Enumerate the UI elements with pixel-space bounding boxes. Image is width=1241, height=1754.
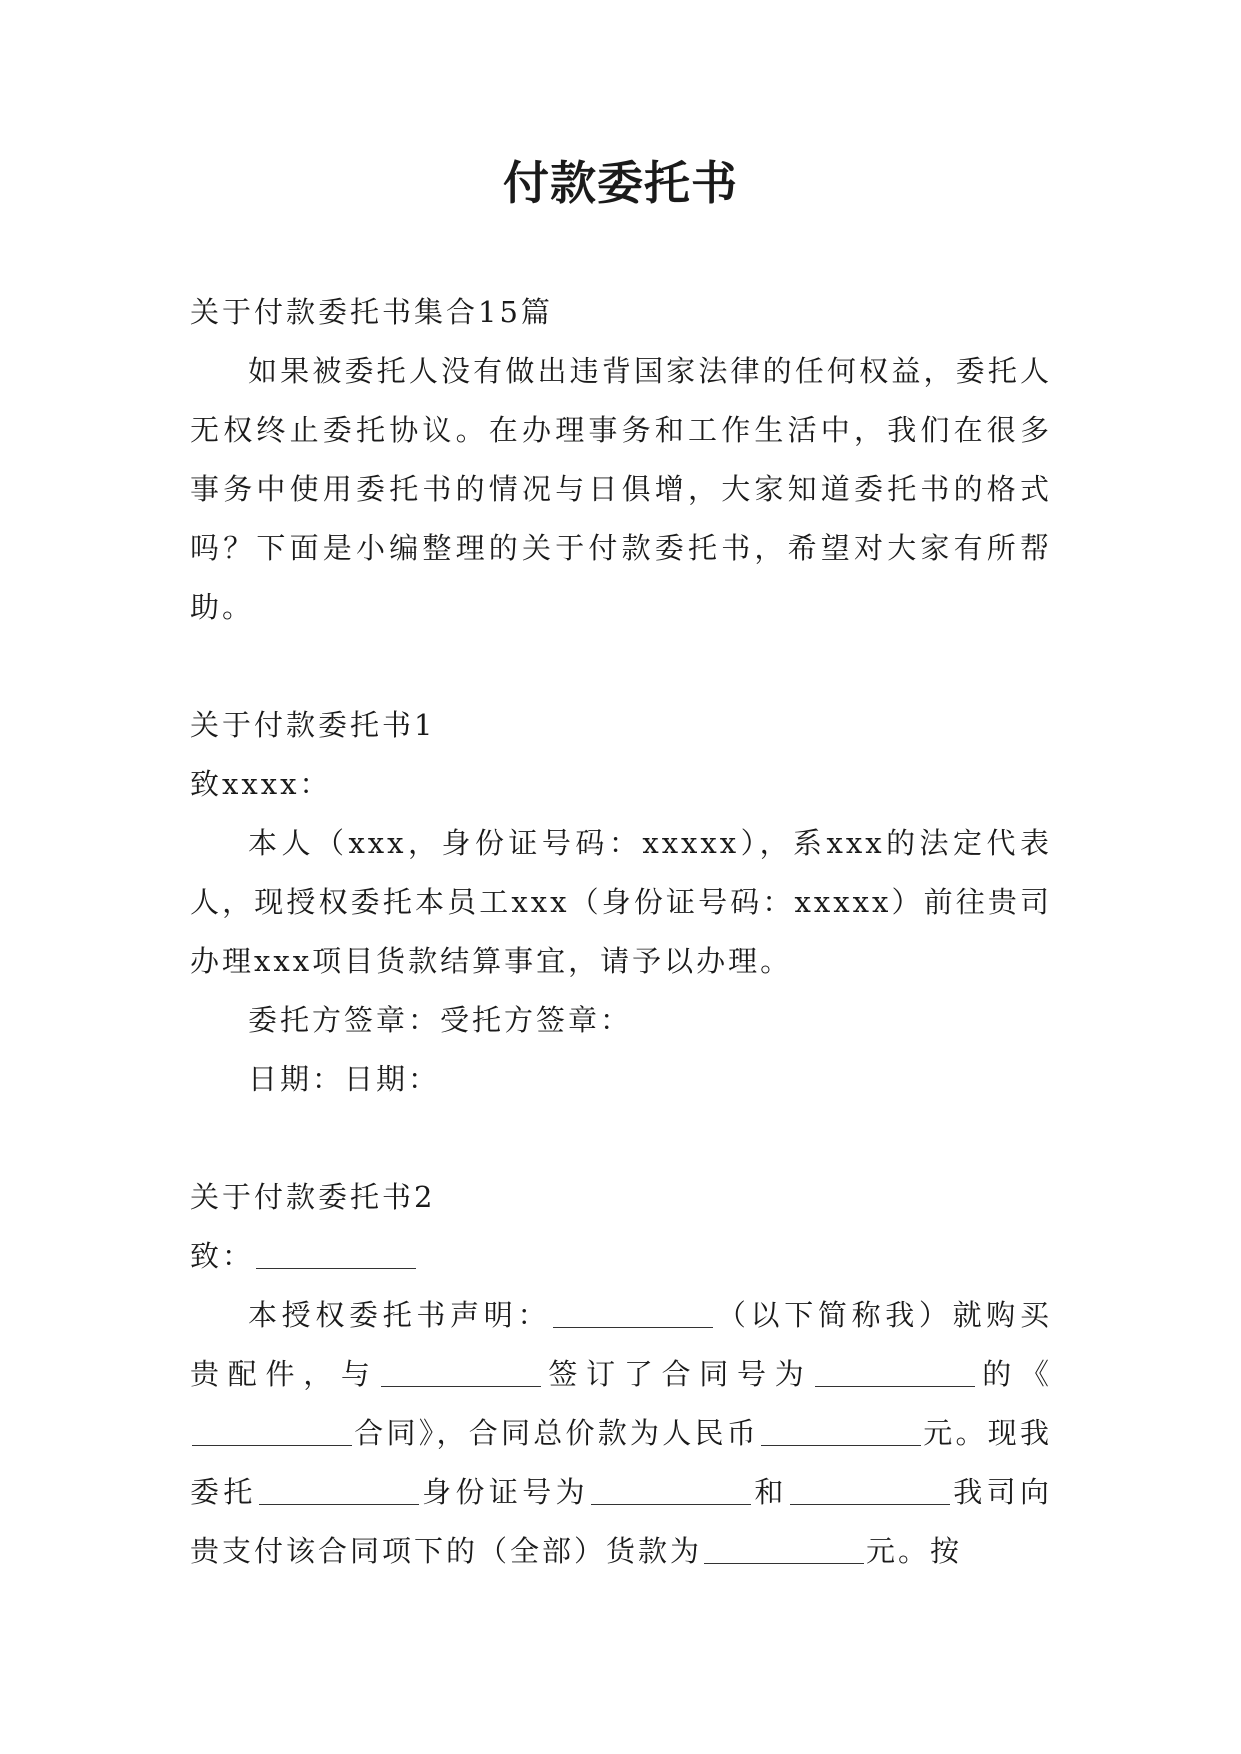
body-text: 和 [753, 1475, 788, 1509]
fill-blank [704, 1537, 864, 1564]
fill-blank [790, 1478, 950, 1505]
recipient-blank [256, 1242, 416, 1269]
body-text: 本授权委托书声明： [248, 1298, 552, 1332]
recipient-label: 致： [190, 1239, 255, 1273]
section-1-body: 本人（xxx，身份证号码：xxxxx），系xxx的法定代表人，现授权委托本员工xxx（身份证号码：xxxxx）前往贵司办理xxx项目货款结算事宜，请予以办理。 [190, 826, 1052, 978]
document-title: 付款委托书 [503, 156, 738, 210]
collection-subtitle: 关于付款委托书集合15篇 [190, 295, 553, 329]
section-2-recipient [190, 1227, 1052, 1286]
fill-blank [591, 1478, 751, 1505]
body-text: 签订了合同号为 [542, 1357, 813, 1391]
document-body [190, 283, 1052, 1581]
section-2-body [190, 1286, 1052, 1581]
fill-blank [553, 1301, 713, 1328]
body-text: 元。现我委托 [190, 1416, 1052, 1509]
section-1-signature: 委托方签章：受托方签章： [248, 1003, 633, 1037]
body-text: 元。按 [866, 1534, 963, 1568]
section-1-recipient: 致xxxx： [190, 767, 332, 801]
fill-blank [815, 1360, 975, 1387]
fill-blank [259, 1478, 419, 1505]
section-1-date: 日期：日期： [248, 1062, 441, 1096]
body-text: （以下简称我）就购买贵配件，与 [190, 1298, 1052, 1391]
fill-blank [192, 1419, 352, 1446]
body-text: 的《 [976, 1357, 1052, 1391]
section-2-heading: 关于付款委托书2 [190, 1180, 436, 1214]
body-text: 合同》，合同总价款为人民币 [354, 1416, 759, 1450]
body-text: 身份证号为 [420, 1475, 590, 1509]
section-1-heading: 关于付款委托书1 [190, 708, 436, 742]
fill-blank [761, 1419, 921, 1446]
fill-blank [381, 1360, 541, 1387]
body-text: 我司向贵支付该合同项下的（全部）货款为 [190, 1475, 1052, 1568]
intro-paragraph: 如果被委托人没有做出违背国家法律的任何权益，委托人无权终止委托协议。在办理事务和工作生活中，我们在很多事务中使用委托书的情况与日俱增，大家知道委托书的格式吗？下面是小编整理的关于付款委托书，希望对大家有所帮助。 [190, 354, 1052, 624]
